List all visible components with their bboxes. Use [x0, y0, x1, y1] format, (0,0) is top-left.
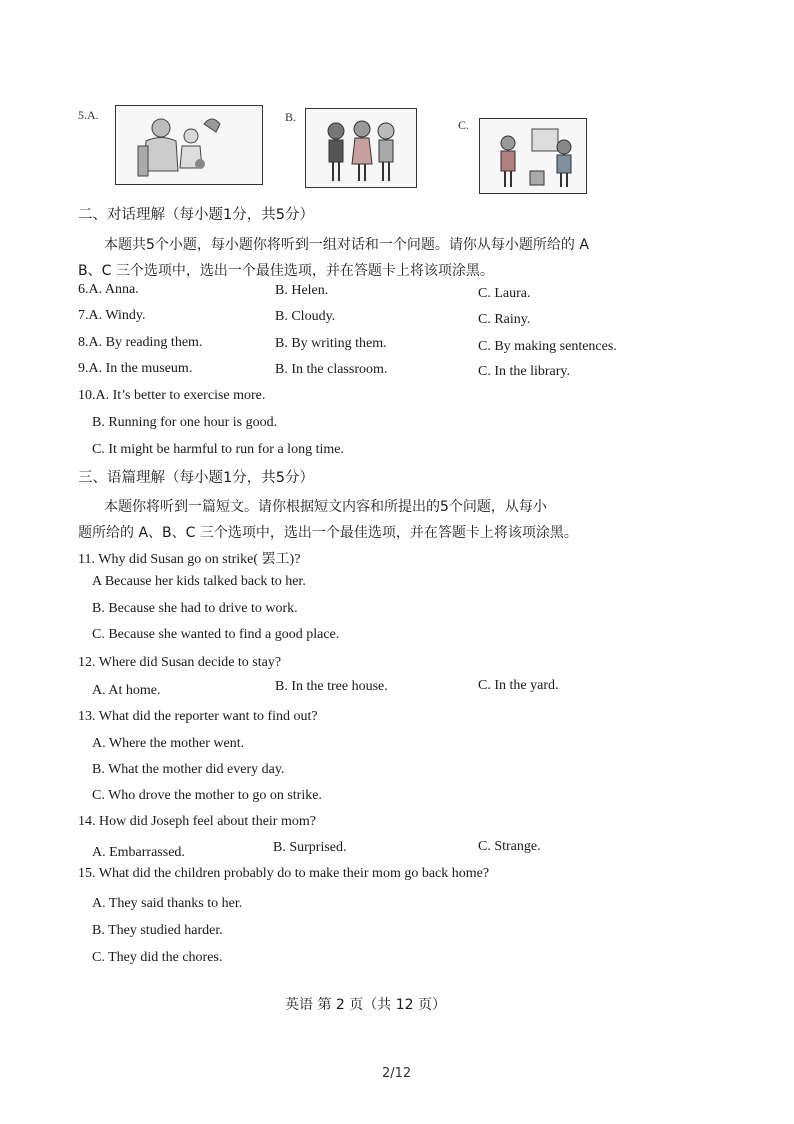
picture-a-image — [115, 105, 263, 185]
section-2-instruction-line-1: 本题共5个小题，每小题你将听到一组对话和一个问题。请你从每小题所给的 A — [104, 237, 589, 253]
q10-option-c: C. It might be harmful to run for a long time. — [92, 442, 344, 457]
q9-option-b: B. In the classroom. — [275, 362, 388, 377]
section-3-instruction-line-2: 题所给的 A、B、C 三个选项中，选出一个最佳选项，并在答题卡上将该项涂黑。 — [78, 525, 578, 541]
q13-stem: 13. What did the reporter want to find out? — [78, 709, 318, 724]
q12-option-a: A. At home. — [92, 683, 161, 698]
q12-option-c: C. In the yard. — [478, 678, 559, 693]
q8-option-a: 8.A. By reading them. — [78, 335, 203, 350]
q8-option-c: C. By making sentences. — [478, 339, 617, 354]
q11-stem: 11. Why did Susan go on strike( 罢工)? — [78, 552, 301, 567]
q6-option-a: 6.A. Anna. — [78, 282, 139, 297]
q14-stem: 14. How did Joseph feel about their mom? — [78, 814, 316, 829]
q15-option-a: A. They said thanks to her. — [92, 896, 243, 911]
page-number-label: 英语 第 2 页（共 12 页） — [285, 997, 446, 1013]
q9-option-a: 9.A. In the museum. — [78, 361, 193, 376]
q15-option-c: C. They did the chores. — [92, 950, 223, 965]
picture-c-label: C. — [458, 118, 470, 132]
q8-option-b: B. By writing them. — [275, 336, 387, 351]
q14-option-a: A. Embarrassed. — [92, 845, 185, 860]
picture-b-label: B. — [285, 110, 297, 124]
q15-stem: 15. What did the children probably do to make their mom go back home? — [78, 866, 490, 881]
q6-option-b: B. Helen. — [275, 283, 329, 298]
q15-option-b: B. They studied harder. — [92, 923, 223, 938]
q11-option-c: C. Because she wanted to find a good place. — [92, 627, 340, 642]
picture-a-label: 5.A. — [78, 108, 99, 122]
q12-stem: 12. Where did Susan decide to stay? — [78, 655, 282, 670]
q11-option-a: A Because her kids talked back to her. — [92, 574, 306, 589]
q9-option-c: C. In the library. — [478, 364, 571, 379]
pager: 2/12 — [382, 1066, 412, 1081]
q7-option-c: C. Rainy. — [478, 312, 531, 327]
q14-option-c: C. Strange. — [478, 839, 541, 854]
section-2-title: 二、对话理解（每小题1分，共5分） — [78, 207, 314, 223]
q7-option-b: B. Cloudy. — [275, 309, 336, 324]
q11-option-b: B. Because she had to drive to work. — [92, 601, 298, 616]
q13-option-b: B. What the mother did every day. — [92, 762, 285, 777]
q6-option-c: C. Laura. — [478, 286, 531, 301]
picture-c-image — [479, 118, 587, 194]
q10-option-a: 10.A. It’s better to exercise more. — [78, 388, 266, 403]
section-3-instruction-line-1: 本题你将听到一篇短文。请你根据短文内容和所提出的5个问题，从每小 — [104, 499, 547, 515]
q12-option-b: B. In the tree house. — [275, 679, 388, 694]
q7-option-a: 7.A. Windy. — [78, 308, 146, 323]
section-2-instruction-line-2: B、C 三个选项中，选出一个最佳选项，并在答题卡上将该项涂黑。 — [78, 263, 494, 279]
section-3-title: 三、语篇理解（每小题1分，共5分） — [78, 470, 314, 486]
picture-b-image — [305, 108, 417, 188]
q13-option-a: A. Where the mother went. — [92, 736, 245, 751]
q13-option-c: C. Who drove the mother to go on strike. — [92, 788, 322, 803]
q10-option-b: B. Running for one hour is good. — [92, 415, 278, 430]
q14-option-b: B. Surprised. — [273, 840, 347, 855]
